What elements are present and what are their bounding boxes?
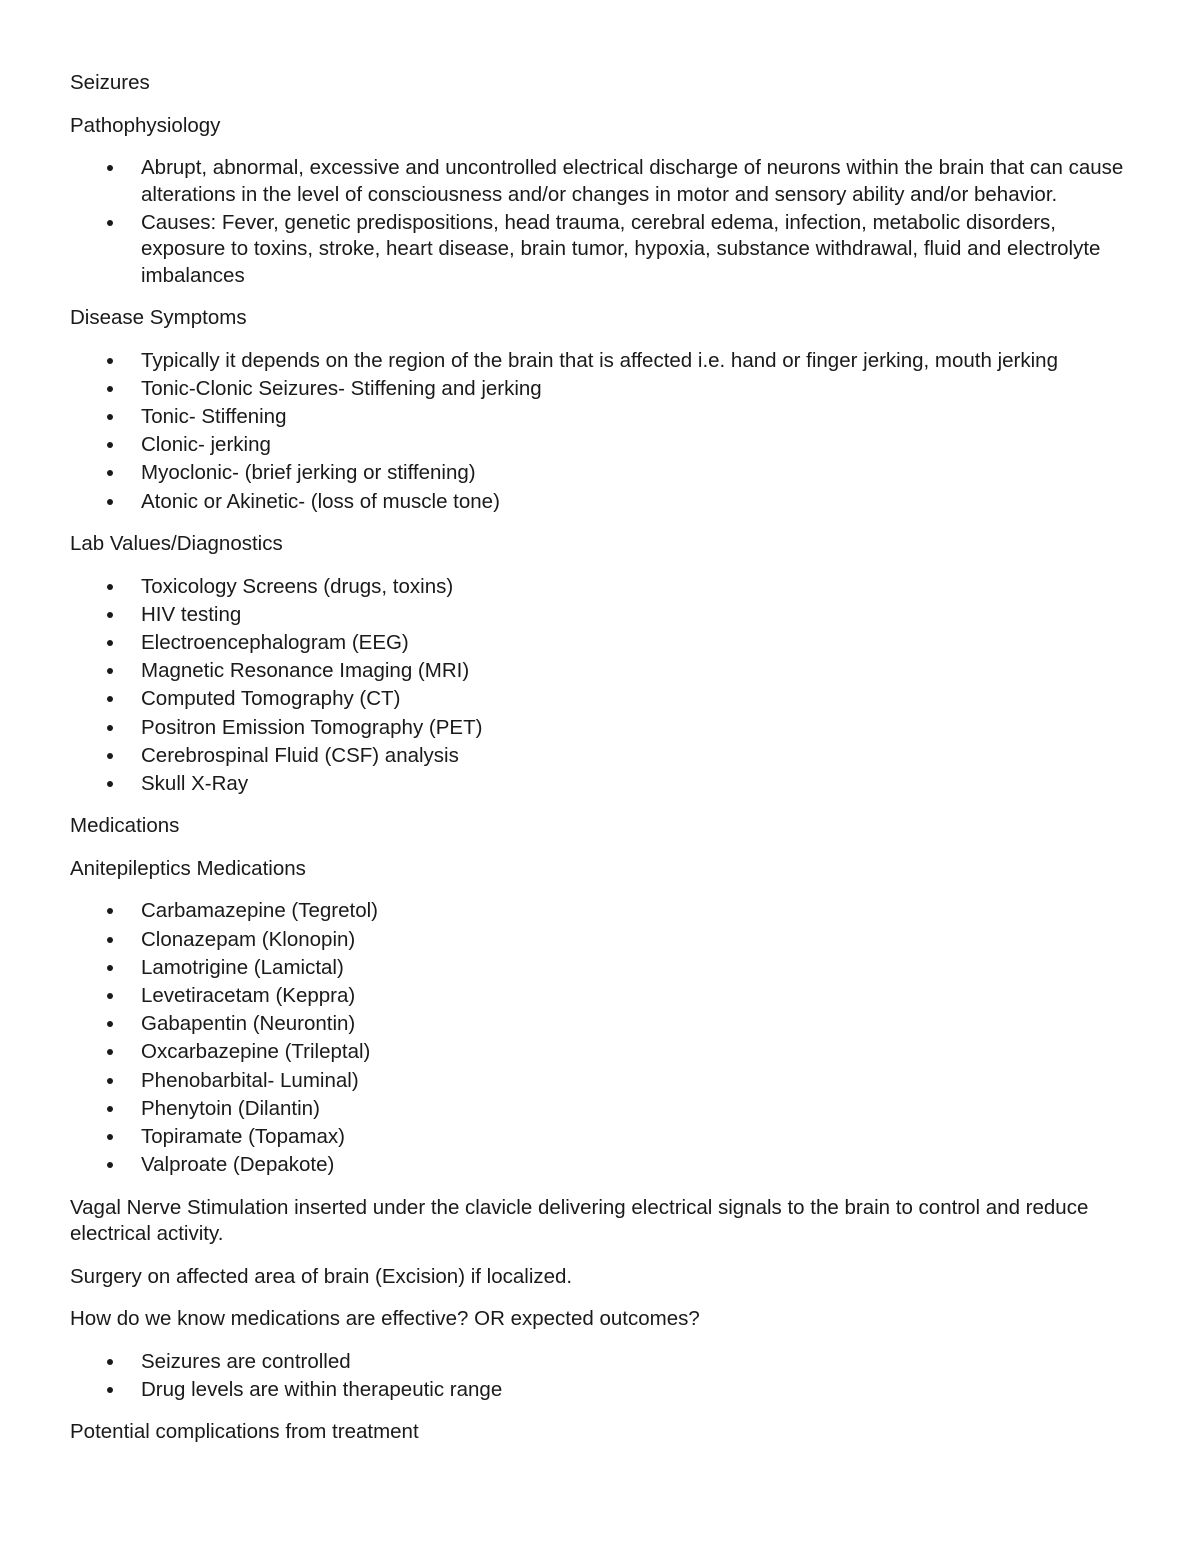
list-item: Electroencephalogram (EEG) xyxy=(70,630,1130,657)
list-item: Valproate (Depakote) xyxy=(70,1152,1130,1179)
list-item: Positron Emission Tomography (PET) xyxy=(70,715,1130,742)
list-item: Lamotrigine (Lamictal) xyxy=(70,955,1130,982)
list-item: Skull X-Ray xyxy=(70,771,1130,798)
list-item: Myoclonic- (brief jerking or stiffening) xyxy=(70,460,1130,487)
medications-list xyxy=(70,898,1130,1178)
list-item: HIV testing xyxy=(70,602,1130,629)
list-item: Typically it depends on the region of the brain that is affected i.e. hand or finger jerking, mouth jerking xyxy=(70,348,1130,375)
list-item: Phenobarbital- Luminal) xyxy=(70,1068,1130,1095)
list-item: Carbamazepine (Tegretol) xyxy=(70,898,1130,925)
list-item: Computed Tomography (CT) xyxy=(70,686,1130,713)
list-item: Drug levels are within therapeutic range xyxy=(70,1377,1130,1404)
list-item: Tonic-Clonic Seizures- Stiffening and jerking xyxy=(70,376,1130,403)
list-item: Causes: Fever, genetic predispositions, head trauma, cerebral edema, infection, metabolic disorders, exposure to toxins, stroke, heart disease, brain tumor, hypoxia, substance withdrawal, fluid and electrolyte imbalances xyxy=(70,210,1130,290)
list-item: Clonazepam (Klonopin) xyxy=(70,927,1130,954)
document-page xyxy=(70,70,1130,1462)
list-item: Gabapentin (Neurontin) xyxy=(70,1011,1130,1038)
list-item: Phenytoin (Dilantin) xyxy=(70,1096,1130,1123)
section-heading-complications: Potential complications from treatment xyxy=(70,1420,419,1444)
pathophysiology-list xyxy=(70,155,1130,289)
list-item: Atonic or Akinetic- (loss of muscle tone) xyxy=(70,489,1130,516)
labs-list xyxy=(70,574,1130,798)
outcomes-list xyxy=(70,1349,1130,1404)
list-item: Clonic- jerking xyxy=(70,432,1130,459)
section-heading-symptoms: Disease Symptoms xyxy=(70,306,247,330)
list-item: Levetiracetam (Keppra) xyxy=(70,983,1130,1010)
subheading-antiepileptics: Anitepileptics Medications xyxy=(70,856,306,880)
list-item: Seizures are controlled xyxy=(70,1349,1130,1376)
list-item: Toxicology Screens (drugs, toxins) xyxy=(70,574,1130,601)
list-item: Topiramate (Topamax) xyxy=(70,1124,1130,1151)
list-item: Abrupt, abnormal, excessive and uncontrolled electrical discharge of neurons within the brain that can cause alterations in the level of consciousness and/or changes in motor and sensory ability and/or behavior. xyxy=(70,155,1130,208)
section-heading-medications: Medications xyxy=(70,814,180,838)
list-item: Magnetic Resonance Imaging (MRI) xyxy=(70,658,1130,685)
vagal-nerve-paragraph: Vagal Nerve Stimulation inserted under the clavicle delivering electrical signals to the brain to control and reduce electrical activity. xyxy=(70,1195,1089,1246)
list-item: Oxcarbazepine (Trileptal) xyxy=(70,1039,1130,1066)
list-item: Cerebrospinal Fluid (CSF) analysis xyxy=(70,743,1130,770)
document-title: Seizures xyxy=(70,71,150,94)
symptoms-list xyxy=(70,348,1130,515)
list-item: Tonic- Stiffening xyxy=(70,404,1130,431)
surgery-paragraph: Surgery on affected area of brain (Excision) if localized. xyxy=(70,1264,573,1288)
section-heading-labs: Lab Values/Diagnostics xyxy=(70,532,283,556)
section-heading-pathophysiology: Pathophysiology xyxy=(70,113,221,137)
section-heading-outcomes: How do we know medications are effective? OR expected outcomes? xyxy=(70,1307,700,1331)
